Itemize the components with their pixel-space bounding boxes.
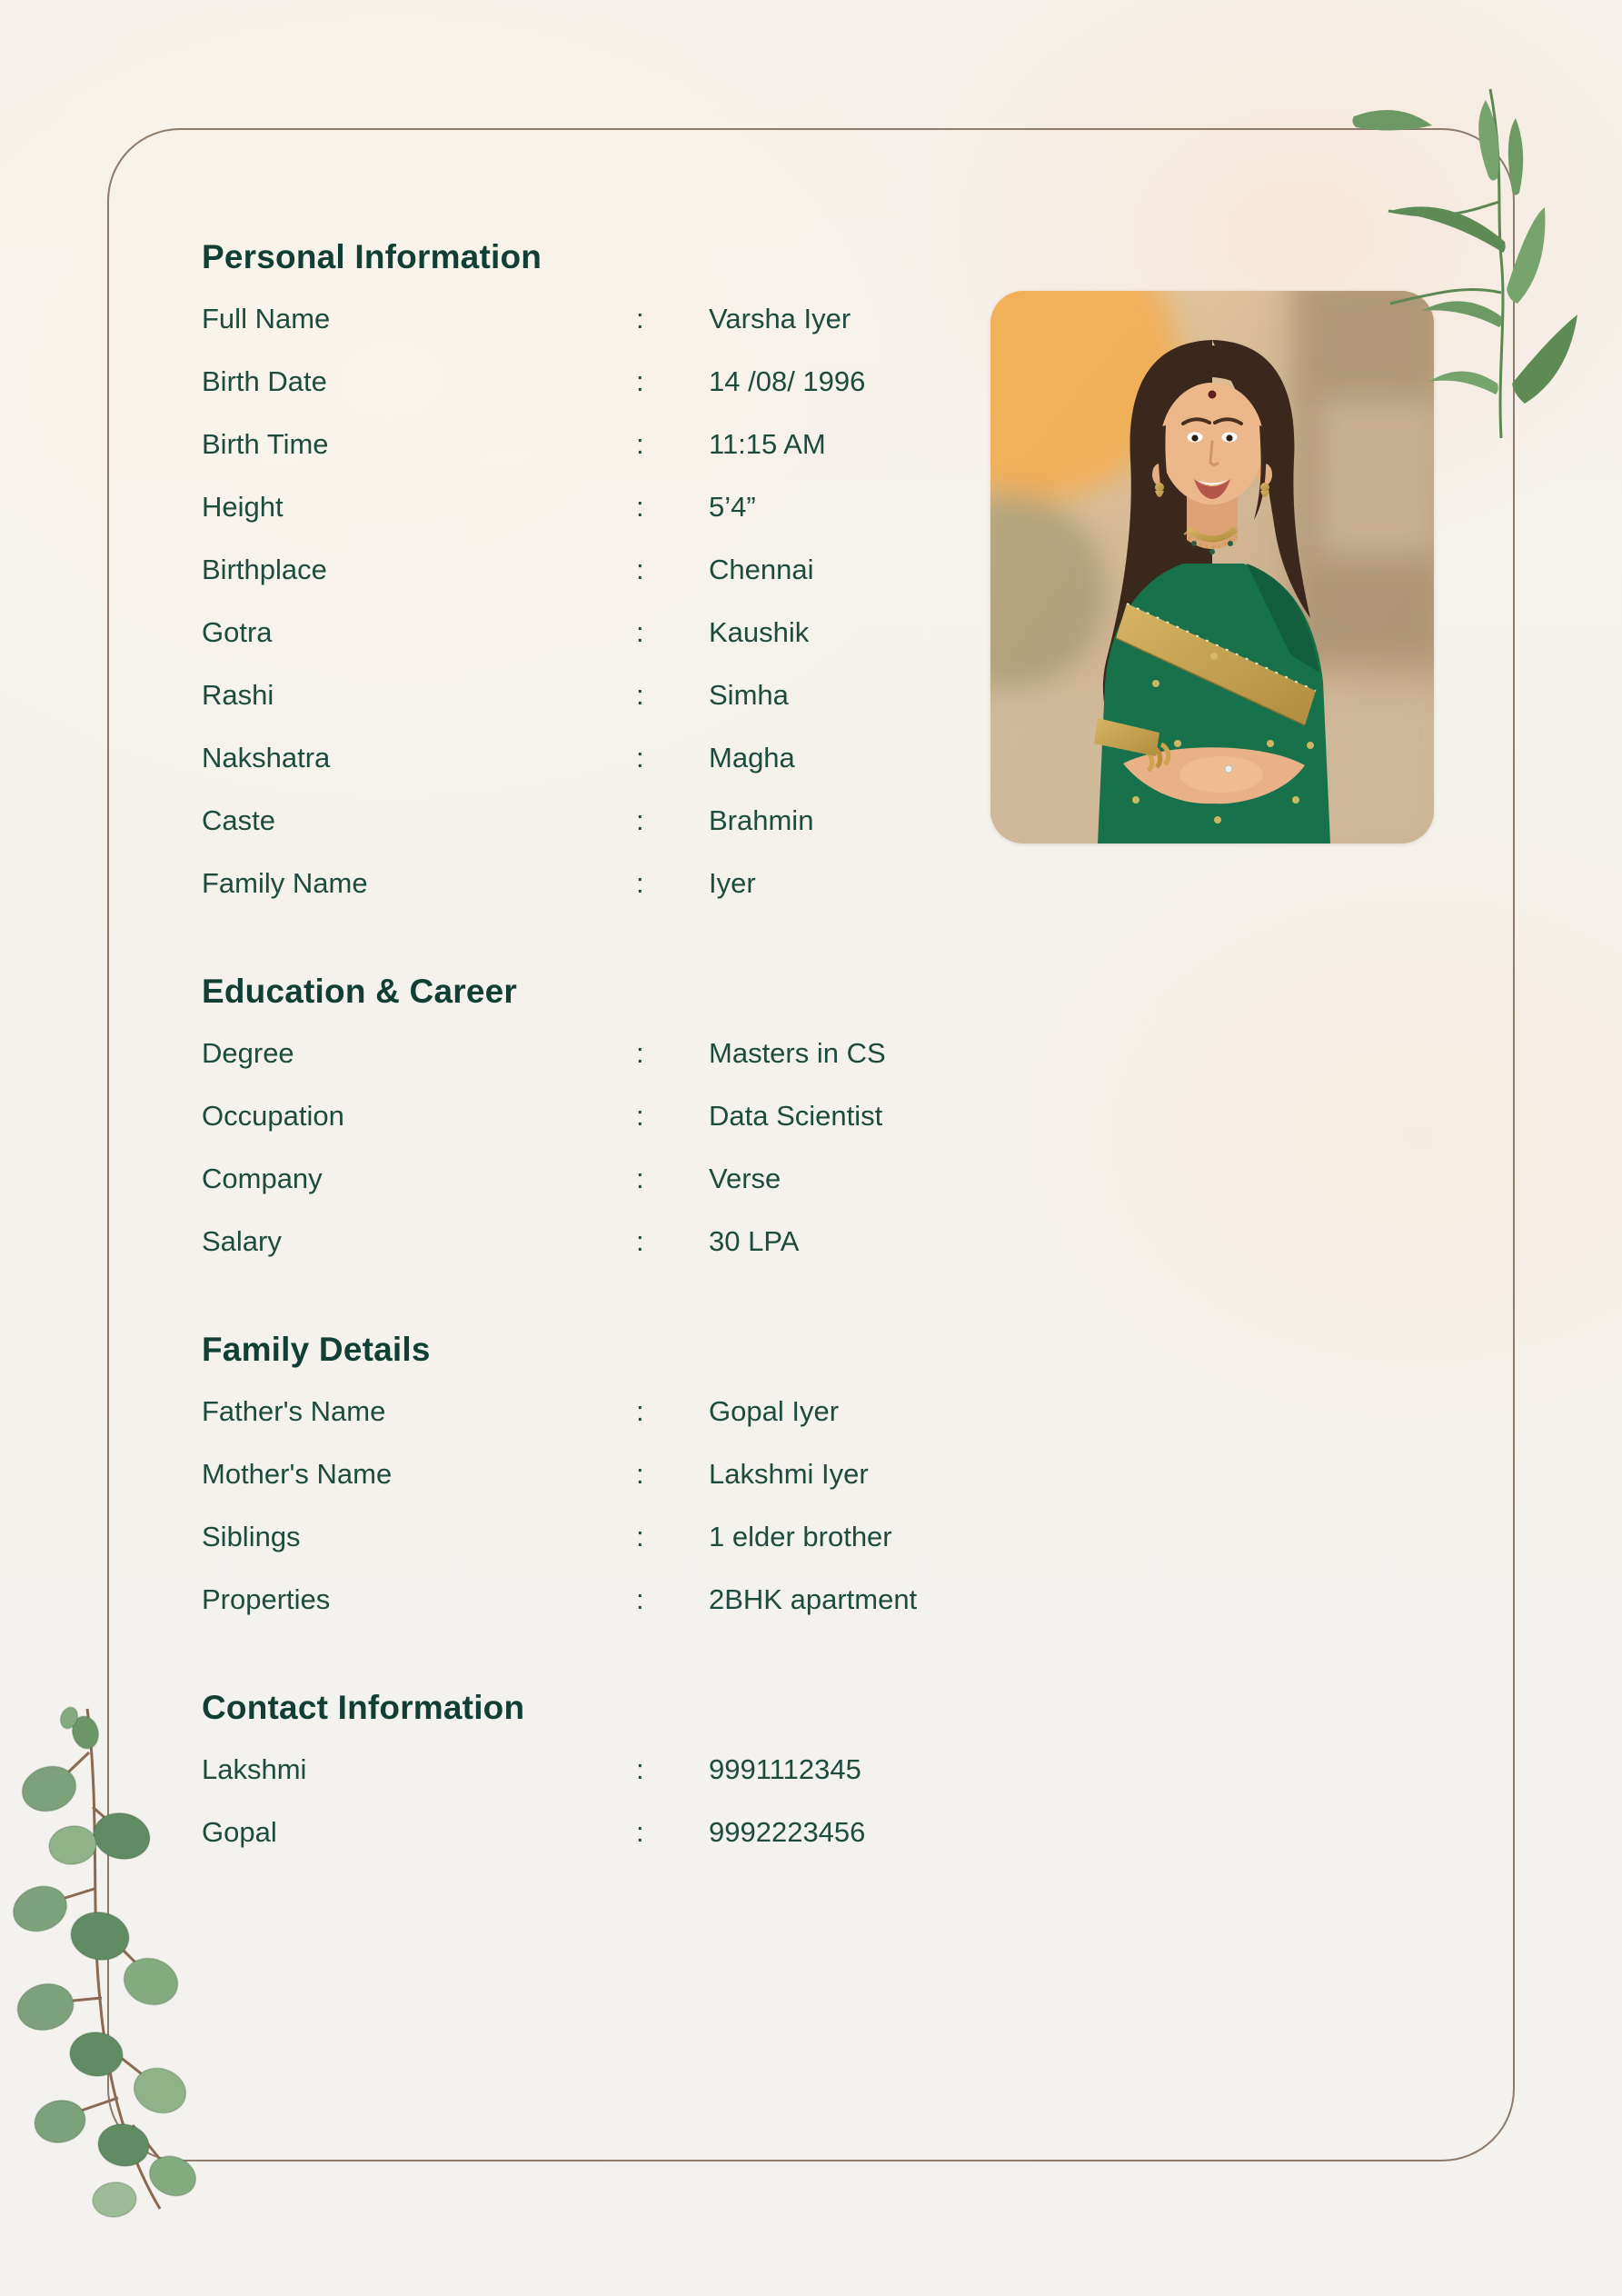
section-rows [202,287,1074,914]
section-personal [202,235,1074,914]
info-row [202,475,1074,538]
info-row [202,601,1074,664]
section-title: Contact Information [202,1689,525,1726]
row-separator: : [636,427,644,460]
row-separator: : [636,1520,644,1552]
row-value: Iyer [709,866,756,899]
info-row [202,1505,1074,1568]
row-value: Varsha Iyer [709,302,851,334]
row-label: Full Name [202,302,331,334]
row-value: 14 /08/ 1996 [709,364,866,397]
section-contact [202,1685,1074,1863]
row-separator: : [636,1036,644,1069]
profile-photo-illustration [990,291,1434,844]
info-row [202,852,1074,914]
row-separator: : [636,1162,644,1194]
row-label: Mother's Name [202,1457,393,1490]
sections [202,235,1074,1863]
row-value: 11:15 AM [709,427,826,460]
row-separator: : [636,364,644,397]
row-label: Siblings [202,1520,301,1552]
section-title: Family Details [202,1331,431,1368]
row-separator: : [636,866,644,899]
row-value: Masters in CS [709,1036,886,1069]
row-separator: : [636,804,644,836]
row-value: Simha [709,678,789,711]
row-value: 2BHK apartment [709,1582,918,1615]
row-separator: : [636,302,644,334]
row-label: Gopal [202,1815,277,1848]
row-label: Nakshatra [202,741,331,774]
info-row [202,1442,1074,1505]
row-label: Gotra [202,615,273,648]
row-value: 5’4” [709,490,756,523]
row-value: Gopal Iyer [709,1394,840,1427]
row-label: Birth Date [202,364,327,397]
row-label: Birthplace [202,553,327,585]
row-label: Caste [202,804,275,836]
row-separator: : [636,1457,644,1490]
info-row [202,1380,1074,1442]
row-label: Birth Time [202,427,329,460]
row-value: 9991112345 [709,1752,861,1785]
row-value: Data Scientist [709,1099,883,1132]
info-row [202,413,1074,475]
info-row [202,1568,1074,1631]
row-label: Lakshmi [202,1752,307,1785]
row-value: Verse [709,1162,781,1194]
row-label: Salary [202,1224,282,1257]
info-row [202,287,1074,350]
section-family [202,1327,1074,1631]
info-row [202,538,1074,601]
section-title: Education & Career [202,973,517,1010]
row-separator: : [636,1394,644,1427]
row-label: Father's Name [202,1394,386,1427]
info-row [202,789,1074,852]
info-row [202,1022,1074,1084]
info-row [202,1801,1074,1863]
row-separator: : [636,1224,644,1257]
row-value: 9992223456 [709,1815,866,1848]
row-separator: : [636,553,644,585]
row-separator: : [636,678,644,711]
row-value: Magha [709,741,795,774]
info-row [202,664,1074,726]
row-value: Brahmin [709,804,814,836]
row-separator: : [636,490,644,523]
info-row [202,1210,1074,1273]
row-separator: : [636,1582,644,1615]
info-row [202,1084,1074,1147]
profile-photo [990,291,1434,844]
info-row [202,726,1074,789]
info-row [202,1147,1074,1210]
row-separator: : [636,1099,644,1132]
row-value: Chennai [709,553,814,585]
row-separator: : [636,615,644,648]
row-label: Height [202,490,284,523]
section-rows [202,1022,1074,1273]
row-separator: : [636,1752,644,1785]
row-label: Rashi [202,678,274,711]
row-label: Degree [202,1036,294,1069]
eucalyptus-branch-icon [13,1698,211,2223]
row-value: Kaushik [709,615,810,648]
section-title: Personal Information [202,238,542,275]
row-separator: : [636,1815,644,1848]
row-label: Properties [202,1582,331,1615]
row-label: Occupation [202,1099,344,1132]
row-label: Company [202,1162,323,1194]
row-value: Lakshmi Iyer [709,1457,869,1490]
row-label: Family Name [202,866,368,899]
row-value: 1 elder brother [709,1520,892,1552]
row-value: 30 LPA [709,1224,800,1257]
section-rows [202,1738,1074,1863]
section-education [202,969,1074,1273]
info-row [202,1738,1074,1801]
row-separator: : [636,741,644,774]
section-rows [202,1380,1074,1631]
info-row [202,350,1074,413]
